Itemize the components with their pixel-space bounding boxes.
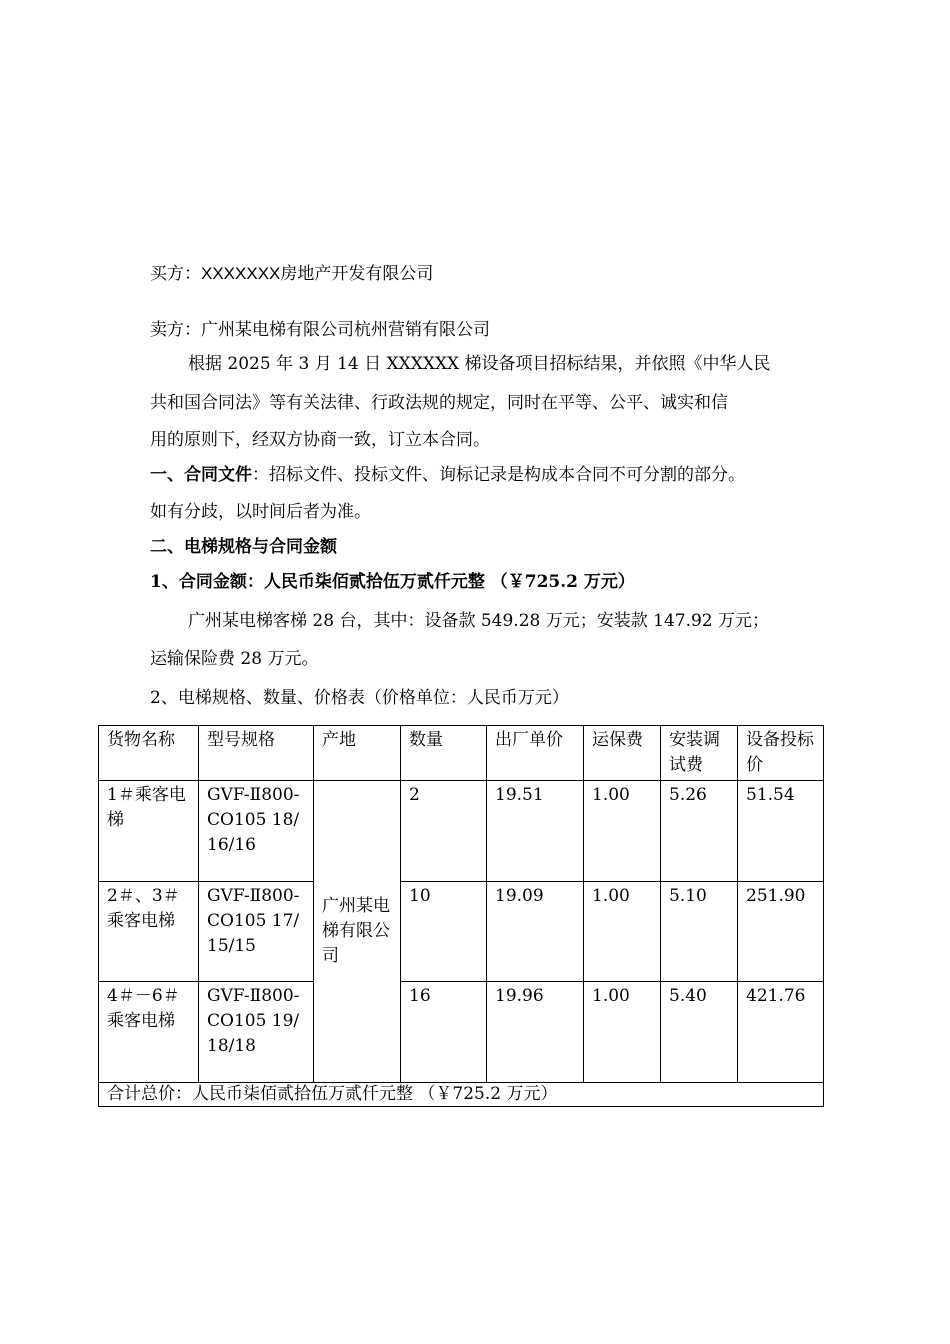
price-table-caption: 2、电梯规格、数量、价格表（价格单位：人民币万元） — [150, 688, 569, 708]
table-row — [99, 781, 824, 882]
freight-cell: 1.00 — [584, 882, 661, 982]
unit-price-cell: 19.96 — [487, 982, 584, 1083]
goods-name-cell: 2＃、3＃乘客电梯 — [99, 882, 199, 982]
table-row — [99, 882, 824, 982]
section2-heading: 二、电梯规格与合同金额 — [150, 537, 337, 557]
buyer-label: 买方： — [150, 264, 201, 284]
model-cell: GVF-Ⅱ800-CO105 18/16/16 — [199, 781, 314, 882]
goods-name-cell: 1＃乘客电梯 — [99, 781, 199, 882]
origin-cell: 广州某电梯有限公司 — [314, 781, 401, 1083]
header-cell: 数量 — [401, 726, 487, 781]
table-header-row — [99, 726, 824, 781]
bid-price-cell: 421.76 — [738, 982, 824, 1083]
freight-cell: 1.00 — [584, 982, 661, 1083]
section1-line-2: 如有分歧，以时间后者为准。 — [150, 502, 371, 522]
amount-detail-line-1: 广州某电梯客梯 28 台，其中：设备款 549.28 万元；安装款 147.92 万元； — [188, 611, 770, 631]
total-price-cell: 合计总价：人民币柒佰贰拾伍万贰仟元整 （￥725.2 万元） — [99, 1083, 824, 1107]
header-cell: 设备投标价 — [738, 726, 824, 781]
unit-price-cell: 19.09 — [487, 882, 584, 982]
install-fee-cell: 5.26 — [661, 781, 738, 882]
unit-price-cell: 19.51 — [487, 781, 584, 882]
freight-cell: 1.00 — [584, 781, 661, 882]
buyer-name-rest: 房地产开发有限公司 — [280, 264, 434, 284]
intro-line-2: 共和国合同法》等有关法律、行政法规的规定，同时在平等、公平、诚实和信 — [150, 393, 728, 413]
bid-price-cell: 51.54 — [738, 781, 824, 882]
install-fee-cell: 5.40 — [661, 982, 738, 1083]
quantity-cell: 16 — [401, 982, 487, 1083]
header-cell: 产地 — [314, 726, 401, 781]
quantity-cell: 10 — [401, 882, 487, 982]
header-cell: 型号规格 — [199, 726, 314, 781]
section1-text: ：招标文件、投标文件、询标记录是构成本合同不可分割的部分。 — [252, 465, 745, 485]
header-cell: 货物名称 — [99, 726, 199, 781]
price-table — [98, 725, 824, 1107]
model-cell: GVF-Ⅱ800-CO105 17/15/15 — [199, 882, 314, 982]
quantity-cell: 2 — [401, 781, 487, 882]
header-cell: 出厂单价 — [487, 726, 584, 781]
intro-line-1: 根据 2025 年 3 月 14 日 XXXXXX 梯设备项目招标结果，并依照《中华人民 — [188, 354, 771, 374]
seller-line: 卖方：广州某电梯有限公司杭州营销有限公司 — [150, 320, 490, 340]
bid-price-cell: 251.90 — [738, 882, 824, 982]
amount-detail-line-2: 运输保险费 28 万元。 — [150, 649, 319, 669]
install-fee-cell: 5.10 — [661, 882, 738, 982]
header-cell: 运保费 — [584, 726, 661, 781]
header-cell: 安装调试费 — [661, 726, 738, 781]
intro-line-3: 用的原则下，经双方协商一致，订立本合同。 — [150, 430, 490, 450]
section1-heading: 一、合同文件 — [150, 465, 252, 485]
contract-amount-heading: 1、合同金额：人民币柒佰贰拾伍万贰仟元整 （￥725.2 万元） — [150, 572, 635, 592]
section1-line-1 — [150, 463, 745, 487]
buyer-name-latin: XXXXXXX — [201, 264, 281, 283]
model-cell: GVF-Ⅱ800-CO105 19/18/18 — [199, 982, 314, 1083]
table-row — [99, 982, 824, 1083]
goods-name-cell: 4＃－6＃乘客电梯 — [99, 982, 199, 1083]
buyer-line — [150, 262, 433, 286]
table-total-row — [99, 1083, 824, 1107]
